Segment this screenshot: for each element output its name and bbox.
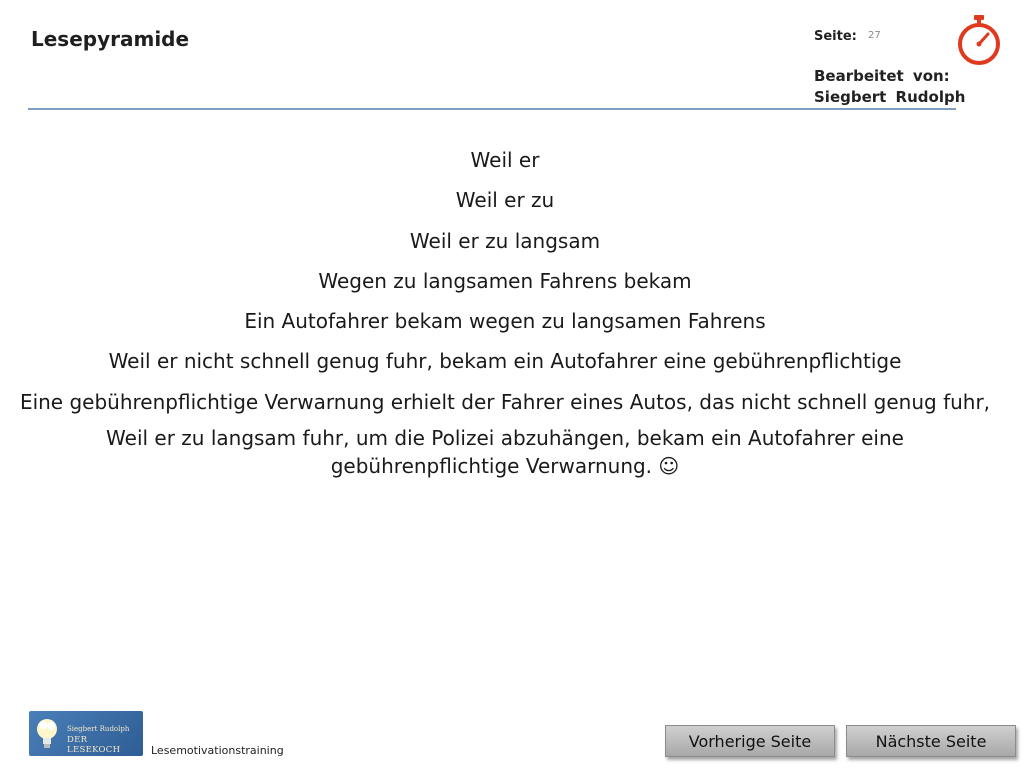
pyramid-line: Weil er (470, 148, 540, 172)
pyramid-line: Weil er zu (455, 188, 555, 213)
pyramid-line: Eine gebührenpflichtige Verwarnung erhielt der Fahrer eines Autos, das nicht schnell genug fuhr, (19, 389, 991, 414)
editor-name: Siegbert Rudolph (814, 88, 966, 106)
page-number: 27 (868, 30, 881, 41)
reading-pyramid (0, 142, 1010, 479)
editor-info (814, 66, 965, 108)
footer-label: Lesemotivationstraining (151, 744, 284, 757)
page-label: Seite: (814, 29, 857, 44)
page-title: Lesepyramide (31, 27, 190, 51)
lightbulb-icon (34, 717, 60, 751)
pyramid-line: Weil er zu langsam (409, 228, 601, 253)
previous-page-button[interactable]: Vorherige Seite (665, 725, 835, 757)
logo-brand: DER LESEKOCH (67, 735, 121, 755)
stopwatch-icon[interactable] (955, 14, 1003, 66)
logo-author: Siegbert Rudolph (67, 725, 130, 733)
pyramid-line: Weil er zu langsam fuhr, um die Polizei abzuhängen, bekam ein Autofahrer eine gebührenpflichtige Verwarnung. ☺ (106, 426, 904, 479)
pyramid-line: Weil er nicht schnell genug fuhr, bekam ein Autofahrer eine gebührenpflichtige (108, 349, 902, 374)
edited-by-label: Bearbeitet von: (814, 67, 950, 85)
pyramid-line: Wegen zu langsamen Fahrens bekam (318, 268, 692, 293)
header-divider (28, 108, 956, 110)
pyramid-line: Ein Autofahrer bekam wegen zu langsamen Fahrens (244, 309, 766, 334)
leseKoch-logo (29, 711, 143, 756)
next-page-button[interactable]: Nächste Seite (846, 725, 1016, 757)
